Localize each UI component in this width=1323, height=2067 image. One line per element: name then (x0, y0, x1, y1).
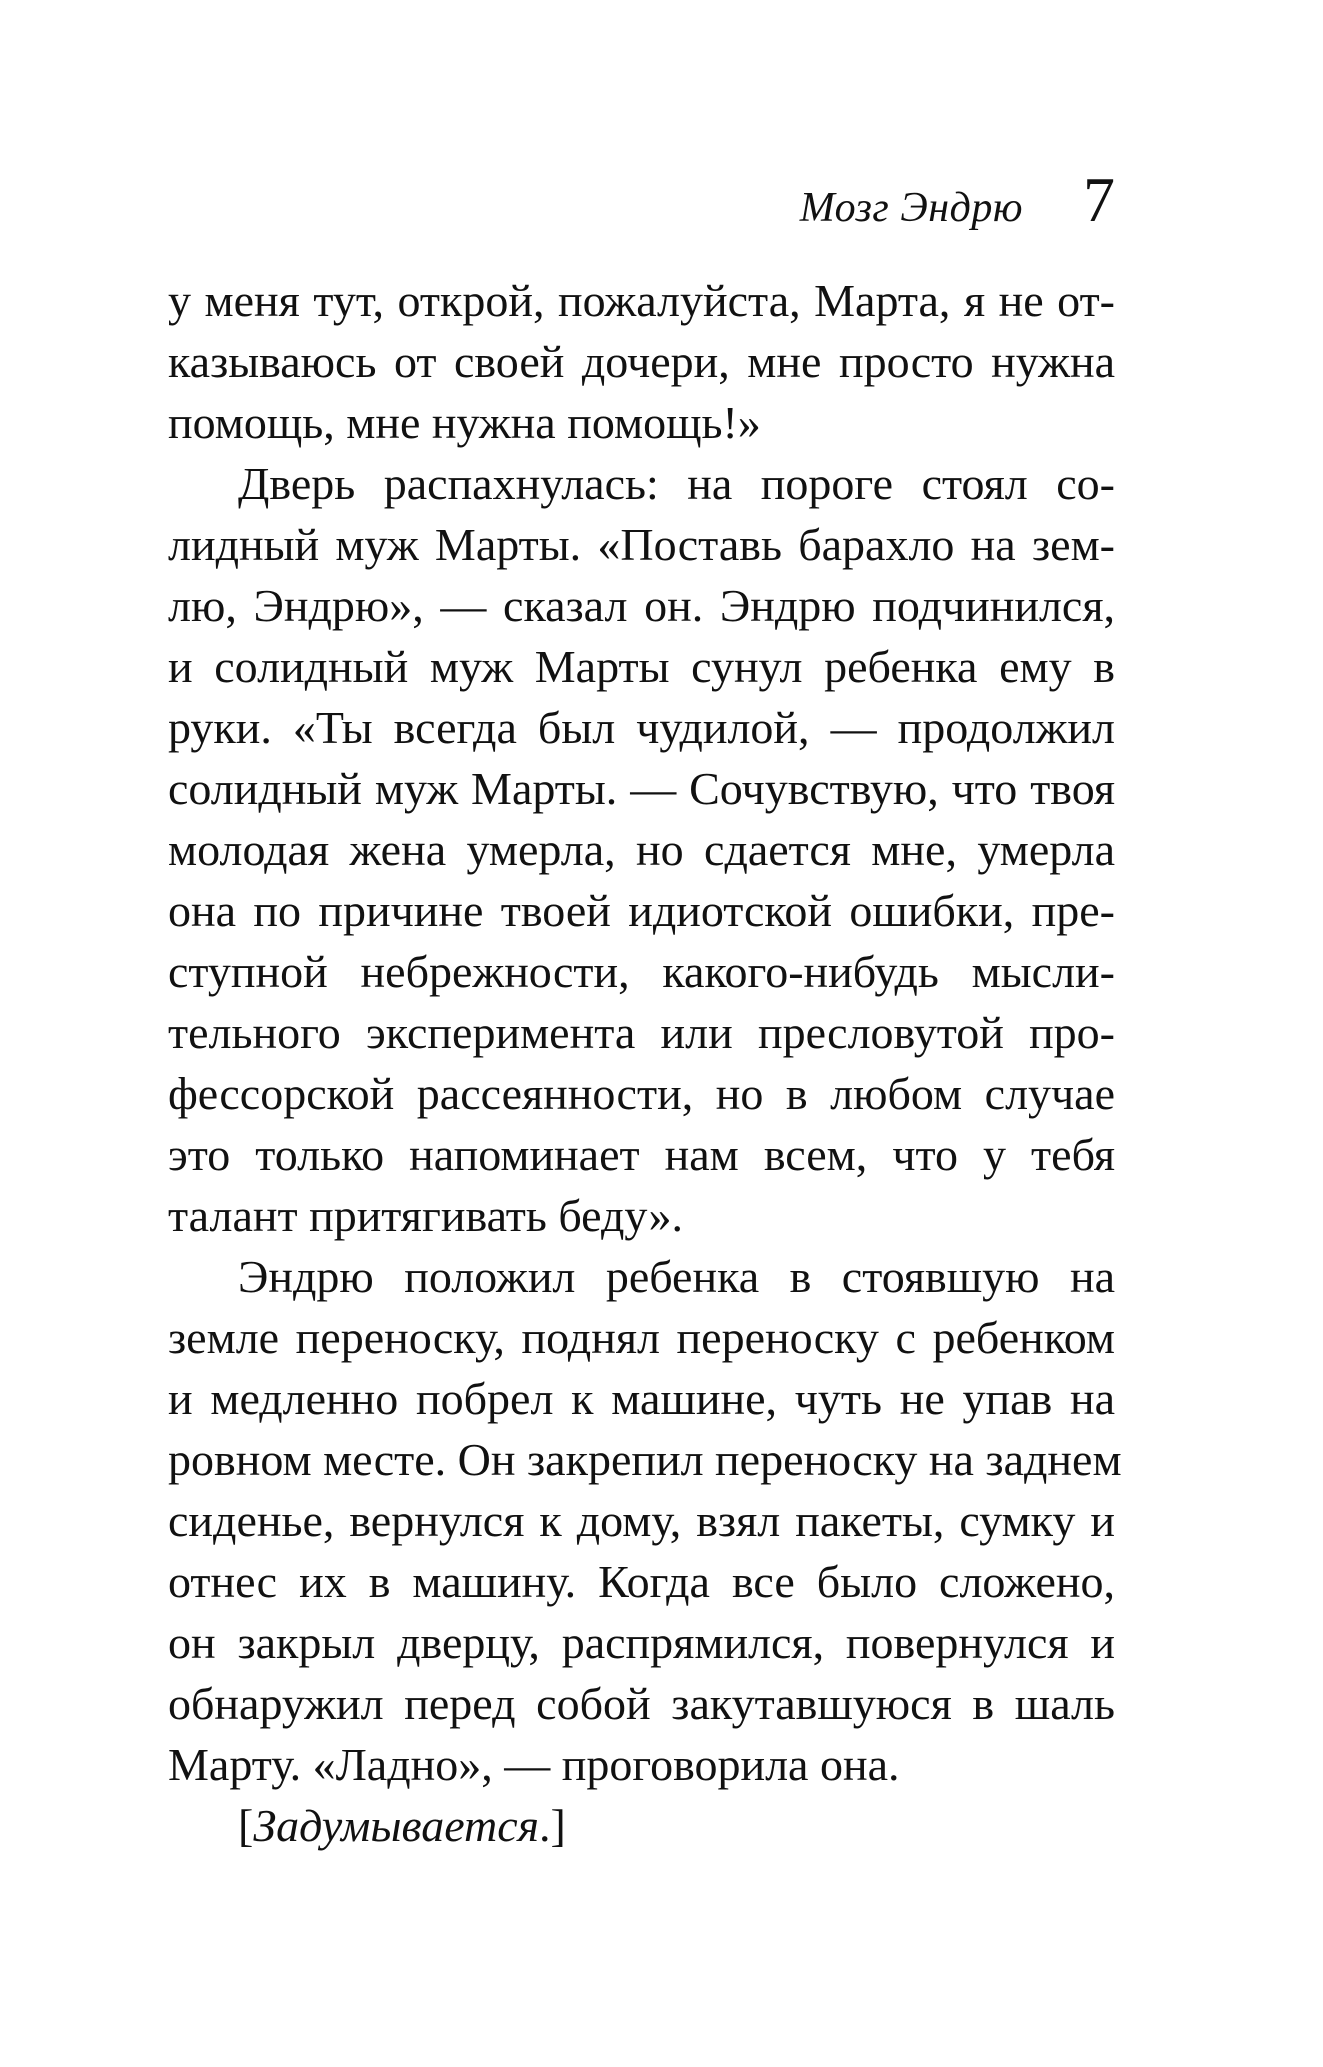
text-line: она по причине твоей идиотской ошибки, пре- (168, 885, 1115, 936)
text-line: лидный муж Марты. «Поставь барахло на зем- (168, 519, 1115, 570)
running-title: Мозг Эндрю (799, 185, 1023, 231)
page-number: 7 (1083, 164, 1115, 235)
text-line: молодая жена умерла, но сдается мне, умерла (168, 824, 1115, 875)
body-text (168, 270, 1122, 1856)
bracket-close: .] (539, 1800, 566, 1851)
text-line: он закрыл дверцу, распрямился, повернулся и (168, 1617, 1115, 1668)
text-line: руки. «Ты всегда был чудилой, — продолжил (168, 702, 1115, 753)
text-line: обнаружил перед собой закутавшуюся в шаль (168, 1678, 1115, 1729)
text-line: солидный муж Марты. — Сочувствую, что твоя (168, 763, 1115, 814)
text-line: ступной небрежности, какого-нибудь мысли- (168, 946, 1115, 997)
stage-direction-text: Задумывается (253, 1800, 540, 1851)
text-line: сиденье, вернулся к дому, взял пакеты, сумку и (168, 1495, 1115, 1546)
text-line: лю, Эндрю», — сказал он. Эндрю подчинился, (168, 580, 1115, 631)
text-line: и медленно побрел к машине, чуть не упав на (168, 1373, 1115, 1424)
text-line: и солидный муж Марты сунул ребенка ему в (168, 641, 1115, 692)
text-line: земле переноску, поднял переноску с ребенком (168, 1312, 1115, 1363)
text-line: Марту. «Ладно», — проговорила она. (168, 1739, 900, 1790)
text-line: талант притягивать беду». (168, 1190, 684, 1241)
text-line: это только напоминает нам всем, что у тебя (168, 1129, 1115, 1180)
text-line: помощь, мне нужна помощь!» (168, 397, 761, 448)
text-line: у меня тут, открой, пожалуйста, Марта, я не от- (168, 275, 1115, 326)
bracket-open: [ (238, 1800, 254, 1851)
text-line: фессорской рассеянности, но в любом случае (168, 1068, 1115, 1119)
stage-direction (168, 1795, 1115, 1856)
text-line: отнес их в машину. Когда все было сложено, (168, 1556, 1115, 1607)
text-line: Дверь распахнулась: на пороге стоял со- (238, 458, 1115, 509)
text-line: тельного эксперимента или пресловутой про- (168, 1007, 1115, 1058)
running-head (799, 164, 1115, 235)
text-line: Эндрю положил ребенка в стоявшую на (238, 1251, 1115, 1302)
text-line: ровном месте. Он закрепил переноску на заднем (168, 1434, 1122, 1485)
text-line: казываюсь от своей дочери, мне просто нужна (168, 336, 1115, 387)
